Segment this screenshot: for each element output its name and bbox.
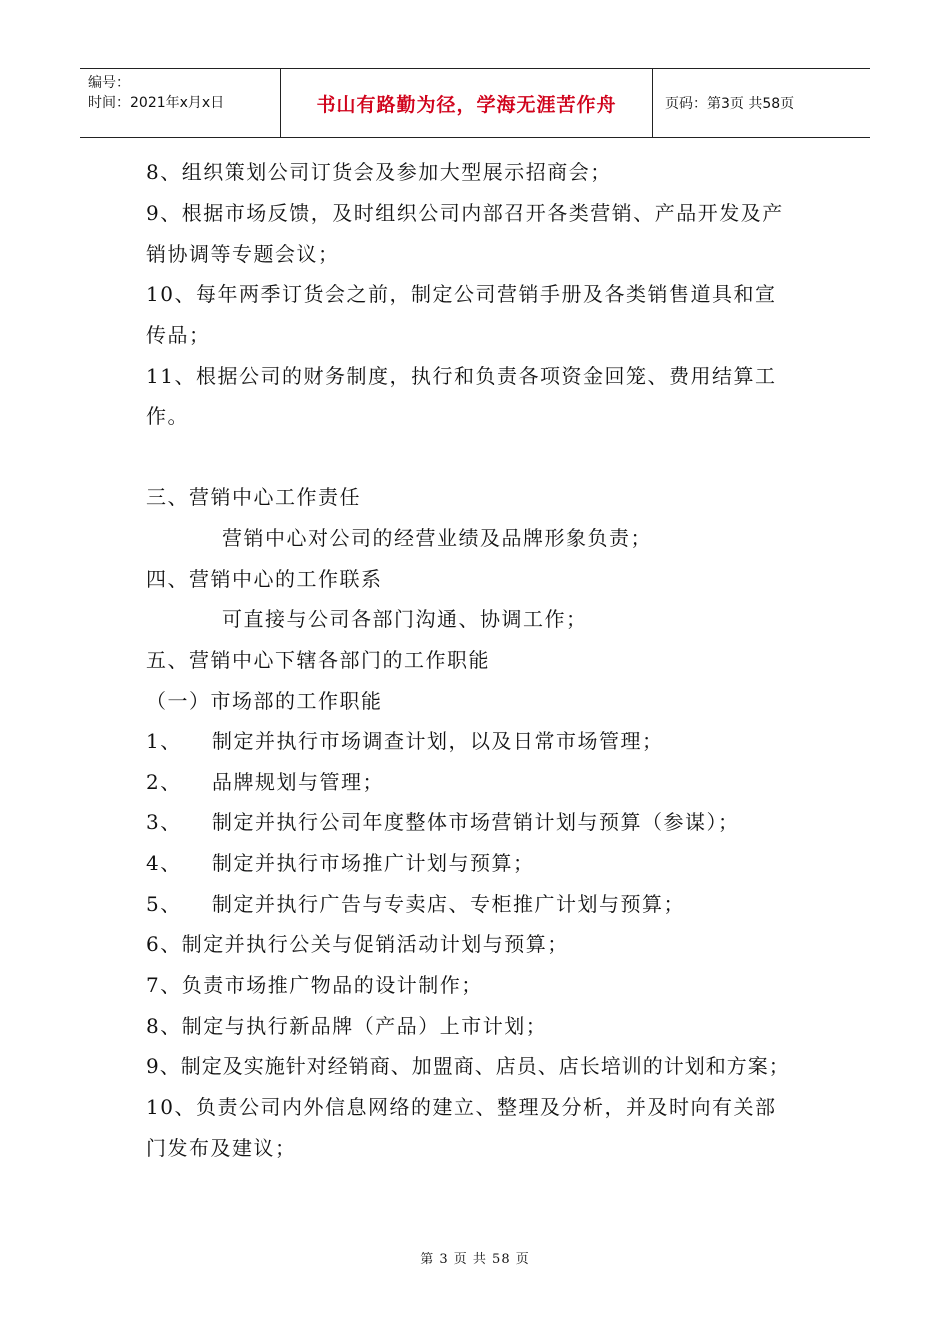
body-line: 8、组织策划公司订货会及参加大型展示招商会； <box>146 160 612 184</box>
list-item-number: 5、 <box>146 892 182 916</box>
header-page-info: 页码：第3页 共58页 <box>665 96 795 112</box>
list-item-text: 制定并执行市场推广计划与预算； <box>212 851 535 875</box>
section-text: 营销中心对公司的经营业绩及品牌形象负责； <box>222 526 652 550</box>
section-heading: 三、营销中心工作责任 <box>146 485 361 509</box>
body-line: 6、制定并执行公关与促销活动计划与预算； <box>146 932 569 956</box>
body-line: 销协调等专题会议； <box>146 242 340 266</box>
header-meta <box>80 69 281 137</box>
body-line: 9、制定及实施针对经销商、加盟商、店员、店长培训的计划和方案； <box>146 1054 790 1078</box>
list-item-number: 3、 <box>146 810 182 834</box>
document-date: 时间：2021年x月x日 <box>88 95 225 111</box>
list-item-text: 品牌规划与管理； <box>212 770 384 794</box>
body-line: 门发布及建议； <box>146 1136 297 1160</box>
page-footer: 第 3 页 共 58 页 <box>420 1252 530 1267</box>
list-item <box>146 810 740 834</box>
section-heading: 五、营销中心下辖各部门的工作职能 <box>146 648 490 672</box>
section-text: 可直接与公司各部门沟通、协调工作； <box>222 607 588 631</box>
list-item <box>146 851 535 875</box>
list-item-number: 4、 <box>146 851 182 875</box>
header-motto-cell <box>281 69 653 137</box>
body-line: 9、根据市场反馈，及时组织公司内部召开各类营销、产品开发及产 <box>146 201 784 225</box>
list-item-text: 制定并执行公司年度整体市场营销计划与预算（参谋）； <box>212 810 740 834</box>
list-item <box>146 729 664 753</box>
document-number: 编号： <box>88 75 130 91</box>
page-header <box>80 68 870 138</box>
subsection-heading: （一）市场部的工作职能 <box>146 689 383 713</box>
list-item-text: 制定并执行广告与专卖店、专柜推广计划与预算； <box>212 892 685 916</box>
body-line: 7、负责市场推广物品的设计制作； <box>146 973 483 997</box>
body-line: 作。 <box>146 404 189 428</box>
body-line: 11、根据公司的财务制度，执行和负责各项资金回笼、费用结算工 <box>146 364 777 388</box>
list-item-number: 2、 <box>146 770 182 794</box>
body-line: 10、每年两季订货会之前，制定公司营销手册及各类销售道具和宣 <box>146 282 777 306</box>
list-item <box>146 892 685 916</box>
section-heading: 四、营销中心的工作联系 <box>146 567 383 591</box>
body-line: 传品； <box>146 323 211 347</box>
list-item-text: 制定并执行市场调查计划，以及日常市场管理； <box>212 729 664 753</box>
body-line: 8、制定与执行新品牌（产品）上市计划； <box>146 1014 548 1038</box>
list-item <box>146 770 384 794</box>
list-item-number: 1、 <box>146 729 182 753</box>
header-motto: 书山有路勤为径，学海无涯苦作舟 <box>316 93 617 116</box>
body-line: 10、负责公司内外信息网络的建立、整理及分析，并及时向有关部 <box>146 1095 777 1119</box>
